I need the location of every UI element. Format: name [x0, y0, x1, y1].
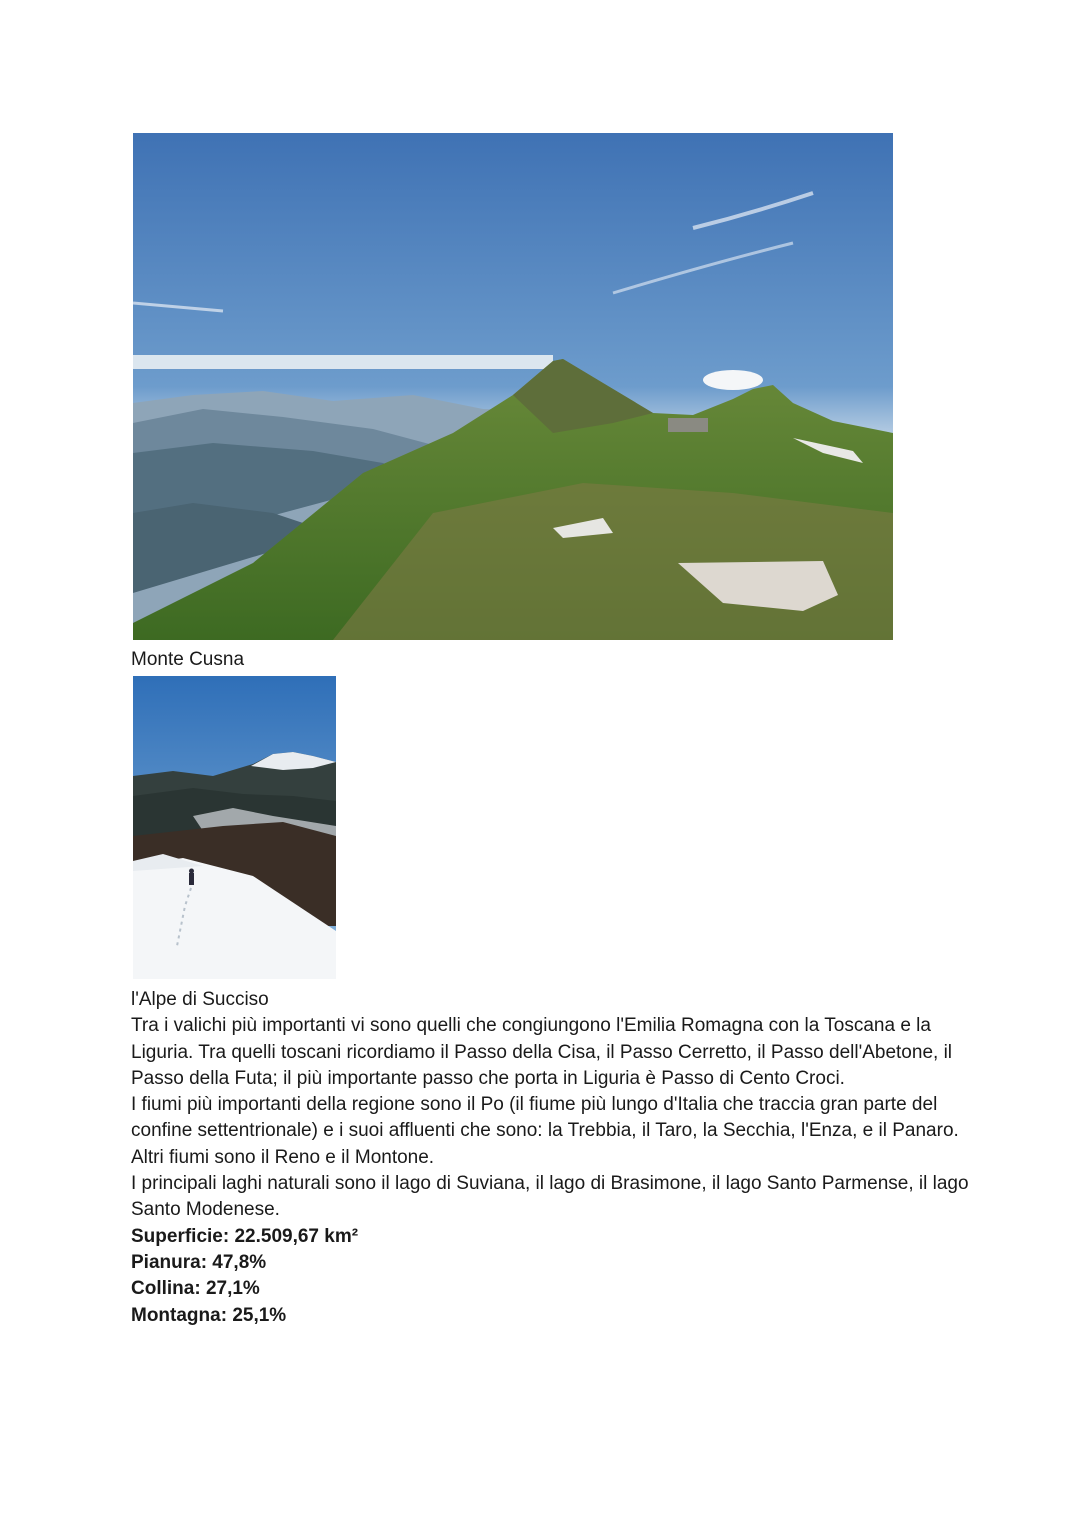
paragraph-fiumi: I fiumi più importanti della regione sono il Po (il fiume più lungo d'Italia che traccia gran parte del confine settentrionale) e i suoi affluenti che sono: la Trebbia, il Taro, la Secchia, l'Enza, e il Panaro. Altri fiumi sono il Reno e il Montone. — [131, 1094, 959, 1168]
stat-montagna: Montagna: 25,1% — [131, 1304, 287, 1326]
stat-collina: Collina: 27,1% — [131, 1278, 260, 1300]
body-text — [131, 987, 971, 1329]
monte-cusna-photo — [133, 133, 893, 640]
paragraph-laghi: I principali laghi naturali sono il lago di Suviana, il lago di Brasimone, il lago Santo Parmense, il lago Santo Modenese. — [131, 1173, 969, 1221]
stat-pianura: Pianura: 47,8% — [131, 1251, 267, 1273]
paragraph-valichi: Tra i valichi più importanti vi sono quelli che congiungono l'Emilia Romagna con la Toscana e la Liguria. Tra quelli toscani ricordiamo il Passo della Cisa, il Passo Cerretto, il Passo dell'Abetone, il Passo della Futa; il più importante passo che porta in Liguria è Passo di Cento Croci. — [131, 1015, 953, 1089]
caption-alpe-di-succiso: l'Alpe di Succiso — [131, 989, 269, 1010]
stat-superficie: Superficie: 22.509,67 km² — [131, 1225, 359, 1247]
caption-monte-cusna: Monte Cusna — [131, 649, 245, 670]
alpe-di-succiso-photo — [133, 676, 336, 979]
